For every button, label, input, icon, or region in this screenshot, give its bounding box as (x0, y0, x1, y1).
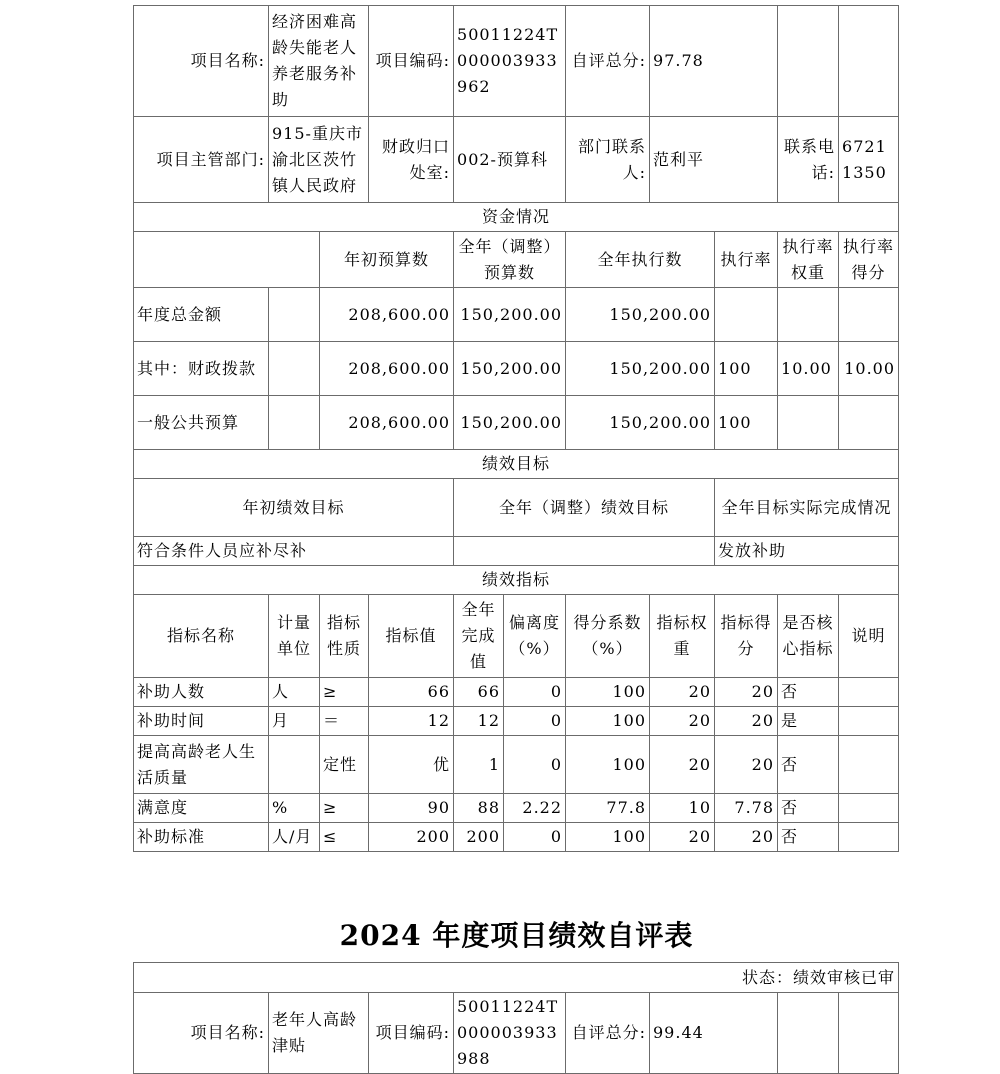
ind-done: 12 (454, 707, 504, 736)
phone-label: 联系电话: (778, 117, 839, 203)
empty-cell (269, 288, 320, 342)
goals-header-initial: 年初绩效目标 (134, 479, 454, 537)
ind-coef: 100 (566, 707, 650, 736)
office-label: 财政归口处室: (369, 117, 454, 203)
funds-weight: 10.00 (778, 342, 839, 396)
goals-actual: 发放补助 (715, 537, 899, 566)
ind-dev: 0 (504, 707, 566, 736)
ind-dev: 2.22 (504, 794, 566, 823)
funds-row (134, 288, 899, 342)
ind-dev: 0 (504, 823, 566, 852)
goals-initial: 符合条件人员应补尽补 (134, 537, 454, 566)
ind-unit: % (269, 794, 320, 823)
funds-score (839, 288, 899, 342)
project-code-label: 项目编码: (369, 993, 454, 1074)
ind-unit (269, 736, 320, 794)
funds-rate: 100 (715, 342, 778, 396)
ind-done: 88 (454, 794, 504, 823)
ind-value: 12 (369, 707, 454, 736)
ind-score: 20 (715, 736, 778, 794)
empty-cell (839, 993, 899, 1074)
funds-rate (715, 288, 778, 342)
ind-header-weight: 指标权重 (650, 595, 715, 678)
ind-value: 优 (369, 736, 454, 794)
project-table-2 (133, 962, 899, 1074)
indicator-row (134, 736, 899, 794)
funds-header-initial: 年初预算数 (320, 232, 454, 288)
ind-note (839, 794, 899, 823)
goals-section-title: 绩效目标 (134, 450, 899, 479)
ind-name: 补助人数 (134, 678, 269, 707)
funds-executed: 150,200.00 (566, 288, 715, 342)
ind-core: 否 (778, 823, 839, 852)
indicator-row (134, 823, 899, 852)
empty-cell (134, 232, 320, 288)
ind-nature: ≤ (320, 823, 369, 852)
empty-cell (778, 993, 839, 1074)
self-score-label: 自评总分: (566, 6, 650, 117)
funds-adjusted: 150,200.00 (454, 396, 566, 450)
ind-header-name: 指标名称 (134, 595, 269, 678)
ind-done: 1 (454, 736, 504, 794)
ind-value: 90 (369, 794, 454, 823)
project-name-value: 经济困难高龄失能老人养老服务补助 (269, 6, 369, 117)
ind-note (839, 707, 899, 736)
ind-header-note: 说明 (839, 595, 899, 678)
ind-unit: 月 (269, 707, 320, 736)
project-code-value: 50011224T000003933988 (454, 993, 566, 1074)
ind-header-dev: 偏离度（%） (504, 595, 566, 678)
ind-score: 7.78 (715, 794, 778, 823)
funds-row (134, 342, 899, 396)
funds-rate: 100 (715, 396, 778, 450)
ind-header-score: 指标得分 (715, 595, 778, 678)
project-table-1 (133, 5, 899, 852)
empty-cell (778, 6, 839, 117)
ind-header-value: 指标值 (369, 595, 454, 678)
ind-note (839, 736, 899, 794)
empty-cell (269, 396, 320, 450)
ind-nature: ＝ (320, 707, 369, 736)
self-score-value: 99.44 (650, 993, 778, 1074)
ind-value: 200 (369, 823, 454, 852)
funds-score: 10.00 (839, 342, 899, 396)
dept-value: 915-重庆市渝北区茨竹镇人民政府 (269, 117, 369, 203)
goals-header-actual: 全年目标实际完成情况 (715, 479, 899, 537)
contact-value: 范利平 (650, 117, 778, 203)
ind-coef: 77.8 (566, 794, 650, 823)
ind-nature: ≥ (320, 678, 369, 707)
funds-row-label: 年度总金额 (134, 288, 269, 342)
funds-adjusted: 150,200.00 (454, 288, 566, 342)
ind-value: 66 (369, 678, 454, 707)
ind-core: 否 (778, 678, 839, 707)
funds-section-title: 资金情况 (134, 203, 899, 232)
funds-weight (778, 396, 839, 450)
ind-coef: 100 (566, 823, 650, 852)
contact-label: 部门联系人: (566, 117, 650, 203)
ind-nature: 定性 (320, 736, 369, 794)
ind-score: 20 (715, 707, 778, 736)
funds-header-executed: 全年执行数 (566, 232, 715, 288)
funds-executed: 150,200.00 (566, 342, 715, 396)
project-name-label: 项目名称: (134, 993, 269, 1074)
office-value: 002-预算科 (454, 117, 566, 203)
phone-value: 67211350 (839, 117, 899, 203)
indicator-row (134, 794, 899, 823)
ind-coef: 100 (566, 736, 650, 794)
funds-row-label: 一般公共预算 (134, 396, 269, 450)
ind-unit: 人 (269, 678, 320, 707)
ind-header-core: 是否核心指标 (778, 595, 839, 678)
project-name-value: 老年人高龄津贴 (269, 993, 369, 1074)
ind-name: 满意度 (134, 794, 269, 823)
ind-weight: 20 (650, 678, 715, 707)
goals-adjusted (454, 537, 715, 566)
funds-header-weight: 执行率权重 (778, 232, 839, 288)
ind-weight: 20 (650, 707, 715, 736)
ind-weight: 20 (650, 736, 715, 794)
ind-score: 20 (715, 678, 778, 707)
ind-note (839, 678, 899, 707)
funds-executed: 150,200.00 (566, 396, 715, 450)
self-score-label: 自评总分: (566, 993, 650, 1074)
project-name-label: 项目名称: (134, 6, 269, 117)
ind-weight: 10 (650, 794, 715, 823)
ind-name: 补助标准 (134, 823, 269, 852)
ind-weight: 20 (650, 823, 715, 852)
ind-done: 66 (454, 678, 504, 707)
ind-header-coef: 得分系数（%） (566, 595, 650, 678)
funds-initial: 208,600.00 (320, 342, 454, 396)
ind-name: 提高高龄老人生活质量 (134, 736, 269, 794)
funds-adjusted: 150,200.00 (454, 342, 566, 396)
status-text: 状态：绩效审核已审 (134, 963, 899, 993)
ind-core: 否 (778, 794, 839, 823)
project-code-value: 50011224T000003933962 (454, 6, 566, 117)
empty-cell (839, 6, 899, 117)
funds-initial: 208,600.00 (320, 396, 454, 450)
dept-label: 项目主管部门: (134, 117, 269, 203)
ind-dev: 0 (504, 678, 566, 707)
goals-header-adjusted: 全年（调整）绩效目标 (454, 479, 715, 537)
ind-header-done: 全年完成值 (454, 595, 504, 678)
ind-dev: 0 (504, 736, 566, 794)
ind-core: 是 (778, 707, 839, 736)
funds-header-score: 执行率得分 (839, 232, 899, 288)
funds-weight (778, 288, 839, 342)
funds-header-adjusted: 全年（调整）预算数 (454, 232, 566, 288)
page-title: 2024 年度项目绩效自评表 (339, 919, 694, 952)
funds-row-label: 其中：财政拨款 (134, 342, 269, 396)
ind-header-nature: 指标性质 (320, 595, 369, 678)
ind-note (839, 823, 899, 852)
funds-initial: 208,600.00 (320, 288, 454, 342)
funds-header-rate: 执行率 (715, 232, 778, 288)
project-code-label: 项目编码: (369, 6, 454, 117)
self-score-value: 97.78 (650, 6, 778, 117)
indicators-section-title: 绩效指标 (134, 566, 899, 595)
ind-name: 补助时间 (134, 707, 269, 736)
funds-score (839, 396, 899, 450)
ind-done: 200 (454, 823, 504, 852)
ind-header-unit: 计量单位 (269, 595, 320, 678)
indicator-row (134, 678, 899, 707)
ind-score: 20 (715, 823, 778, 852)
indicator-row (134, 707, 899, 736)
empty-cell (269, 342, 320, 396)
ind-unit: 人/月 (269, 823, 320, 852)
ind-nature: ≥ (320, 794, 369, 823)
funds-row (134, 396, 899, 450)
ind-coef: 100 (566, 678, 650, 707)
ind-core: 否 (778, 736, 839, 794)
